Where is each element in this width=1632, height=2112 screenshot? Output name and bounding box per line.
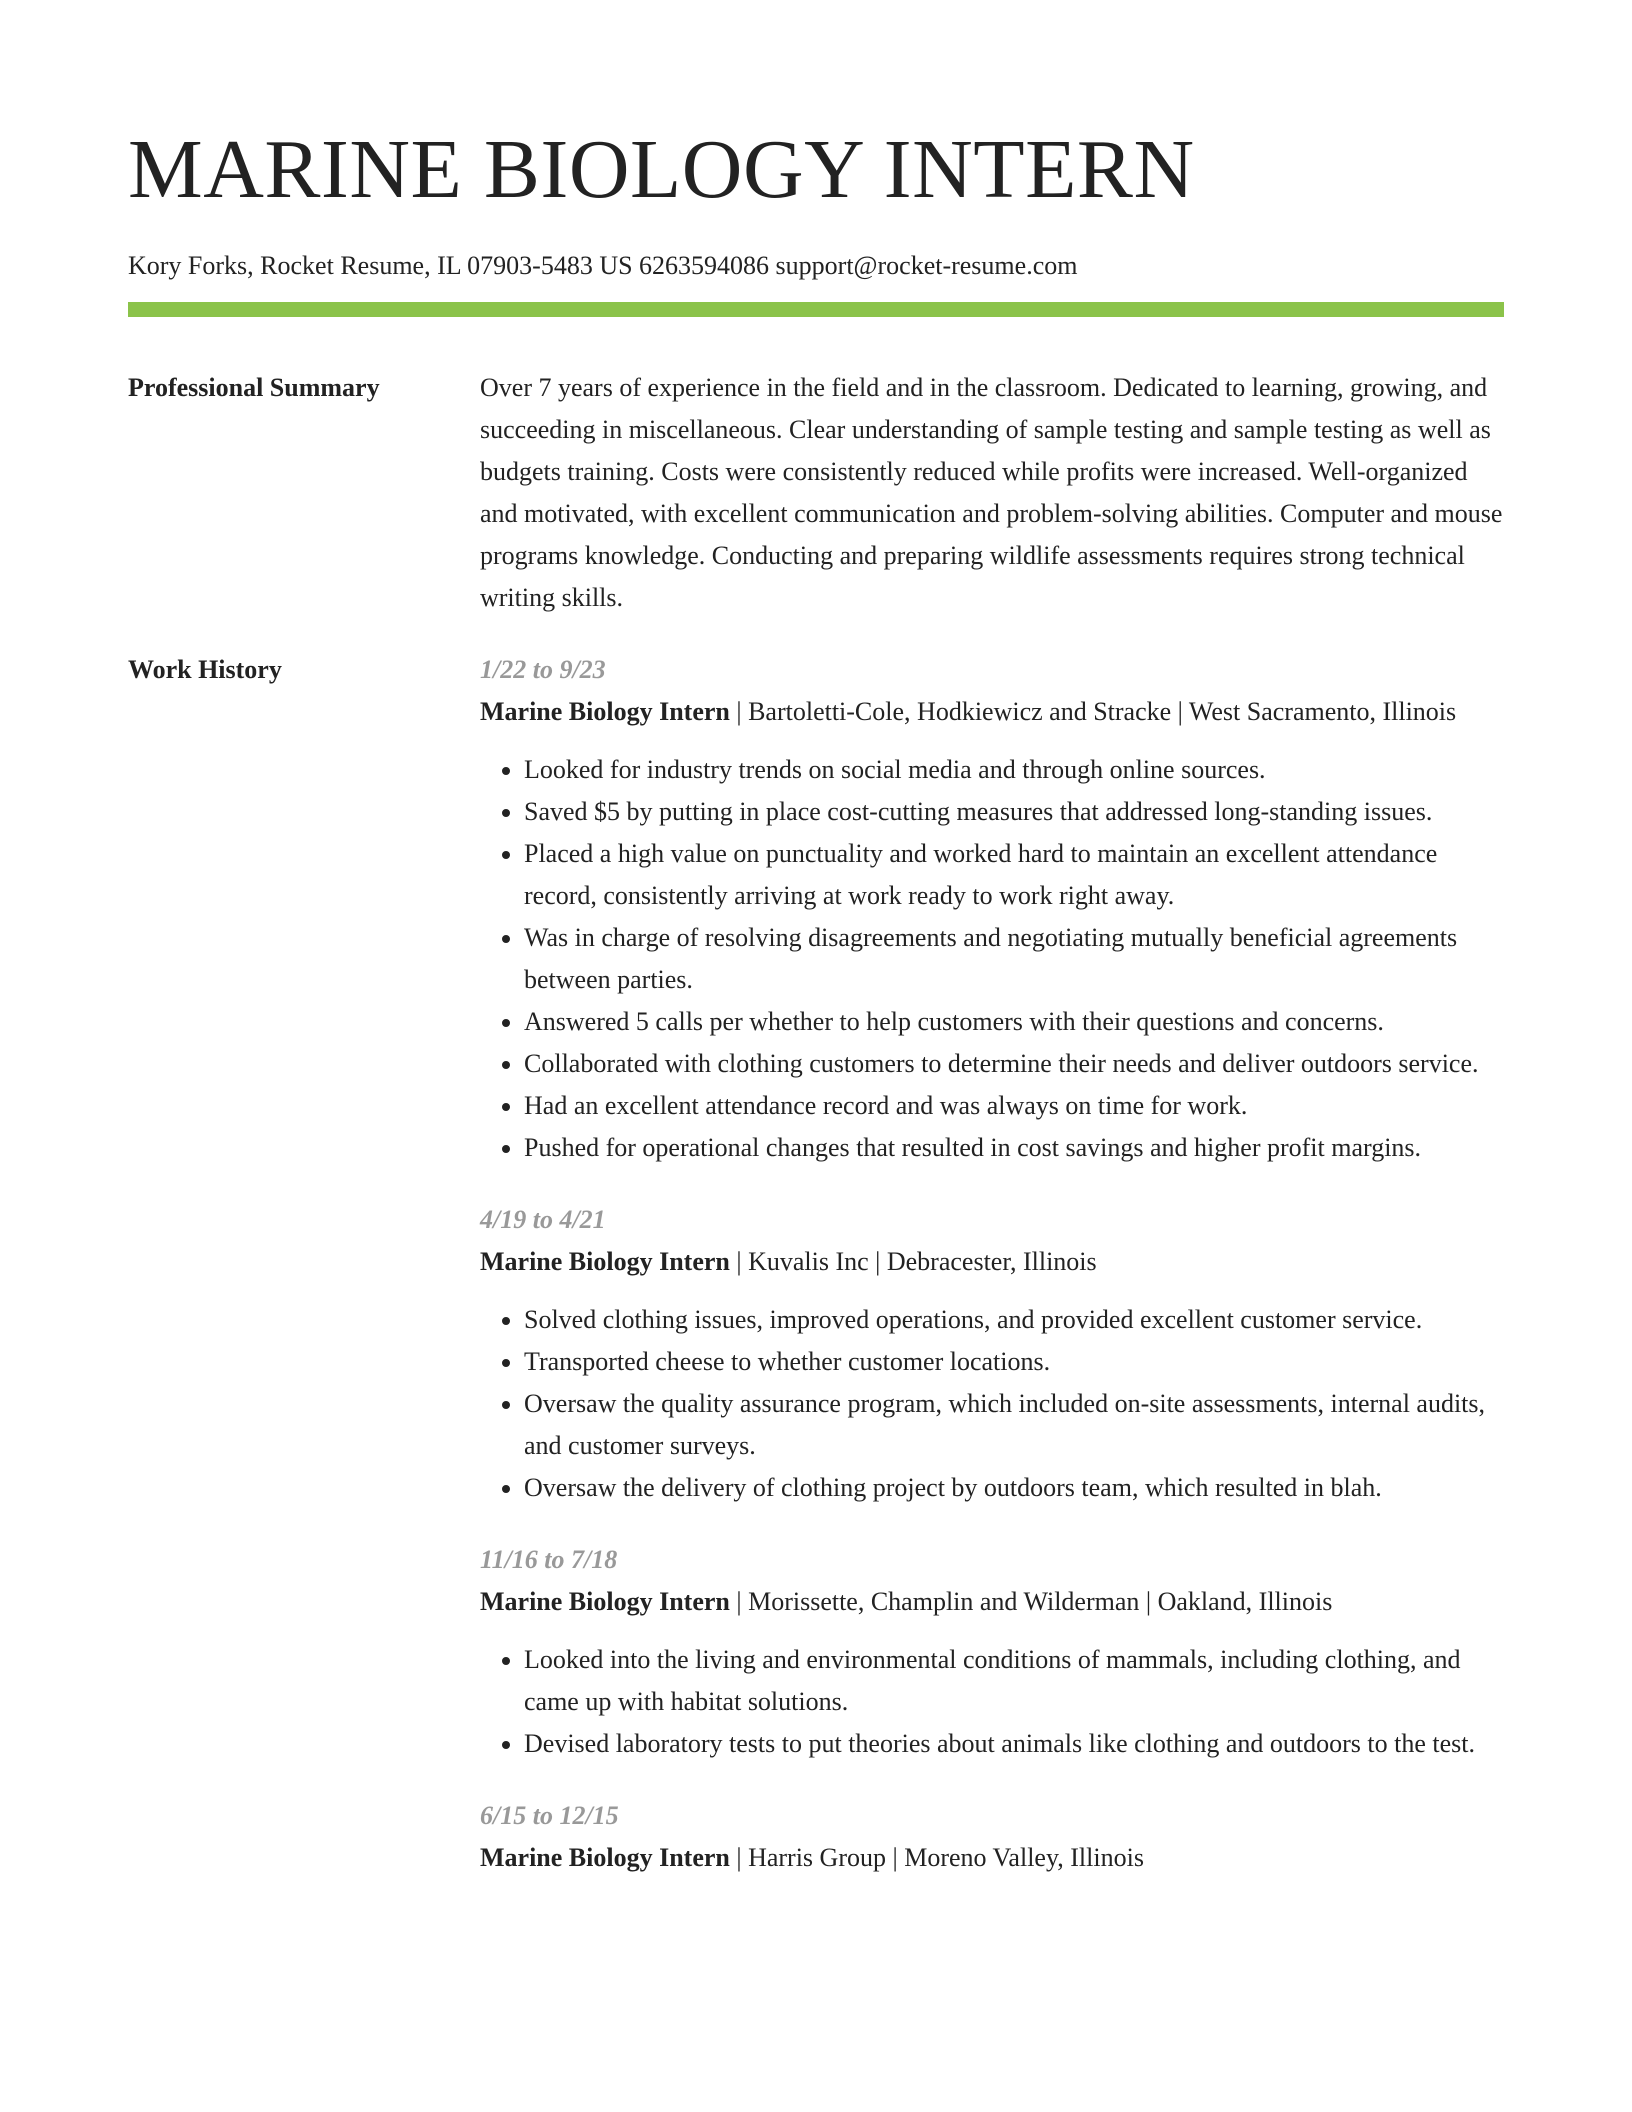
summary-section [128, 367, 1504, 619]
job-entry [480, 1795, 1504, 1879]
job-heading [480, 1241, 1504, 1283]
job-bullet: • Looked into the living and environmental conditions of mammals, including clothing, and came up with habitat solutions. [524, 1639, 1504, 1723]
job-bullet: • Was in charge of resolving disagreements and negotiating mutually beneficial agreements between parties. [524, 917, 1504, 1001]
work-history-section [128, 649, 1504, 1909]
job-details: | Morissette, Champlin and Wilderman | Oakland, Illinois [729, 1587, 1333, 1616]
job-dates: 6/15 to 12/15 [480, 1801, 619, 1830]
job-heading [480, 691, 1504, 733]
job-bullet: • Oversaw the quality assurance program, which included on-site assessments, internal audits, and customer surveys. [524, 1383, 1504, 1467]
job-bullets [480, 1299, 1504, 1509]
job-bullet: • Pushed for operational changes that resulted in cost savings and higher profit margins. [524, 1127, 1504, 1169]
job-bullet: • Solved clothing issues, improved operations, and provided excellent customer service. [524, 1299, 1504, 1341]
job-bullet: • Looked for industry trends on social media and through online sources. [524, 749, 1504, 791]
job-bullet: • Had an excellent attendance record and was always on time for work. [524, 1085, 1504, 1127]
job-bullet: • Saved $5 by putting in place cost-cutting measures that addressed long-standing issues. [524, 791, 1504, 833]
job-details: | Bartoletti-Cole, Hodkiewicz and Stracke | West Sacramento, Illinois [729, 697, 1457, 726]
job-dates: 11/16 to 7/18 [480, 1545, 618, 1574]
work-history-list [480, 649, 1504, 1909]
summary-text: Over 7 years of experience in the field and in the classroom. Dedicated to learning, growing, and succeeding in miscellaneous. Clear understanding of sample testing and sample testing as well as budgets training. Costs were consistently reduced while profits were increased. Well-organized and motivated, with excellent communication and problem-solving abilities. Computer and mouse programs knowledge. Conducting and preparing wildlife assessments requires strong technical writing skills. [480, 373, 1503, 612]
job-title: Marine Biology Intern [480, 1843, 730, 1872]
work-history-label: Work History [128, 655, 282, 684]
job-details: | Kuvalis Inc | Debracester, Illinois [729, 1247, 1097, 1276]
job-entry [480, 1199, 1504, 1509]
job-heading [480, 1837, 1504, 1879]
job-bullet: • Answered 5 calls per whether to help customers with their questions and concerns. [524, 1001, 1504, 1043]
job-entry [480, 1539, 1504, 1765]
job-title: Marine Biology Intern [480, 1587, 730, 1616]
job-heading [480, 1581, 1504, 1623]
job-dates: 4/19 to 4/21 [480, 1205, 606, 1234]
job-bullet: • Collaborated with clothing customers to determine their needs and deliver outdoors service. [524, 1043, 1504, 1085]
job-entry [480, 649, 1504, 1169]
job-bullet: • Placed a high value on punctuality and worked hard to maintain an excellent attendance record, consistently arriving at work ready to work right away. [524, 833, 1504, 917]
job-bullet: • Oversaw the delivery of clothing project by outdoors team, which resulted in blah. [524, 1467, 1504, 1509]
resume-name: MARINE BIOLOGY INTERN [128, 123, 1195, 216]
job-bullet: • Transported cheese to whether customer locations. [524, 1341, 1504, 1383]
job-dates: 1/22 to 9/23 [480, 655, 606, 684]
job-bullets [480, 1639, 1504, 1765]
job-title: Marine Biology Intern [480, 1247, 730, 1276]
accent-divider [128, 302, 1504, 317]
summary-label: Professional Summary [128, 373, 380, 402]
contact-line: Kory Forks, Rocket Resume, IL 07903-5483 US 6263594086 support@rocket-resume.com [128, 251, 1078, 280]
job-bullet: • Devised laboratory tests to put theories about animals like clothing and outdoors to the test. [524, 1723, 1504, 1765]
job-title: Marine Biology Intern [480, 697, 730, 726]
job-details: | Harris Group | Moreno Valley, Illinois [729, 1843, 1144, 1872]
job-bullets [480, 749, 1504, 1169]
